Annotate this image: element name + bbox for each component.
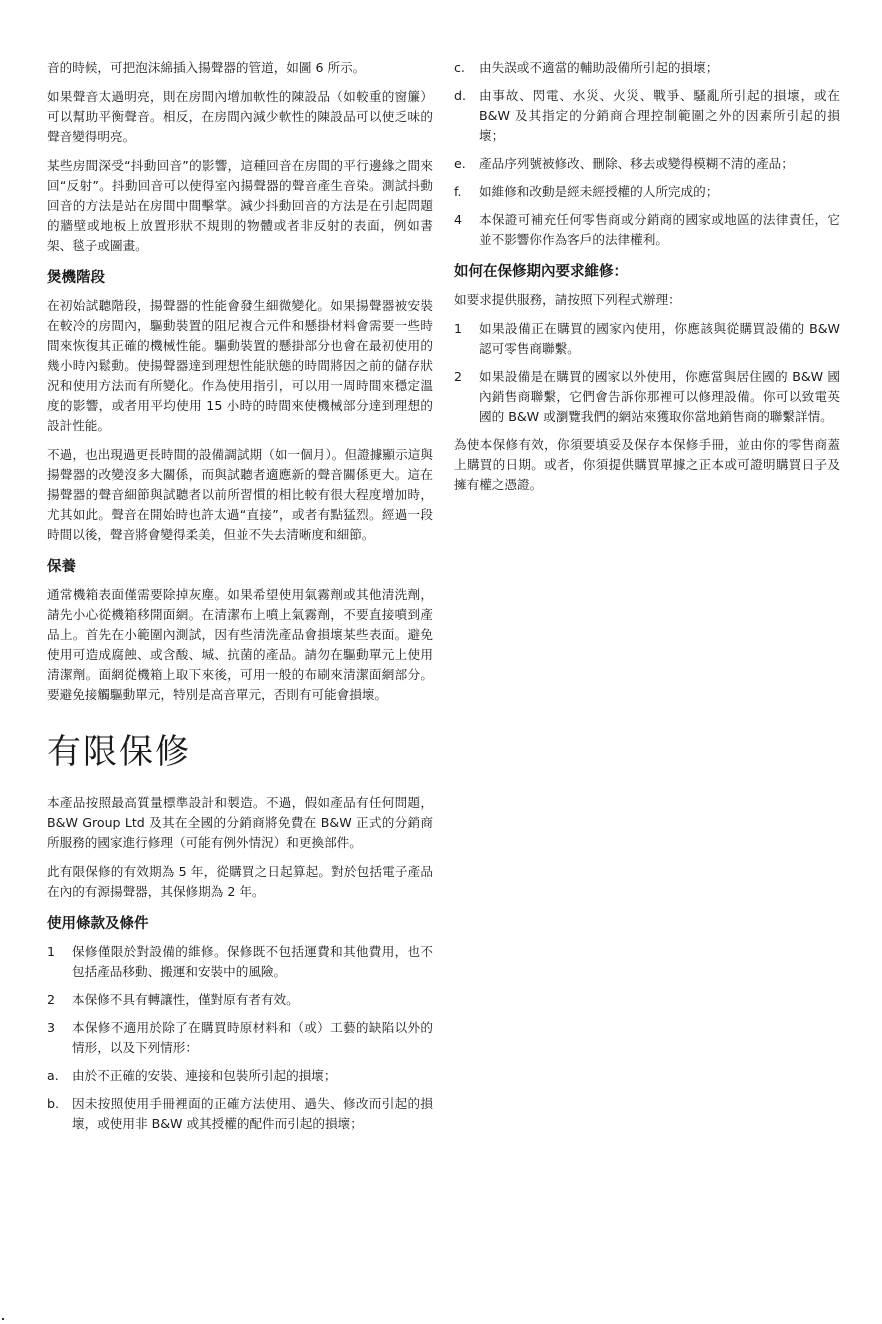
right-column — [454, 58, 840, 504]
paragraph-care: 通常機箱表面僅需要除掉灰塵。如果希望使用氣霧劑或其他清洗劑，請先小心從機箱移開面網。在清潔布上噴上氣霧劑，不要直接噴到產品上。首先在小範圍內測試，因有些清洗產品會損壞某些表面。避免使用可造成腐蝕、或含酸、堿、抗菌的產品。請勿在驅動單元上使用清潔劑。面網從機箱上取下來後，可用一般的布刷來清潔面網部分。要避免接觸驅動單元，特別是高音單元，否則有可能會損壞。 — [47, 587, 433, 702]
list-item — [47, 1094, 433, 1134]
left-column — [47, 58, 433, 1142]
list-item — [454, 210, 840, 250]
list-item — [454, 182, 840, 202]
list-item — [47, 990, 433, 1010]
paragraph-claim-intro: 如要求提供服務，請按照下列程式辦理： — [454, 292, 681, 307]
claim-steps-list — [454, 319, 840, 427]
list-item-number: c. — [454, 60, 465, 75]
section-title-limited-warranty: 有限保修 — [47, 732, 191, 772]
list-item-number: 1 — [454, 321, 463, 336]
list-item-text: 由事故、閃電、水災、火災、戰爭、騷亂所引起的損壞，或在 B&W 及其指定的分銷商合理控制範圍之外的因素所引起的損壞； — [479, 88, 840, 143]
list-item — [47, 1066, 433, 1086]
list-item-number: 1 — [47, 944, 56, 959]
heading-care: 保養 — [47, 559, 76, 575]
list-item — [454, 319, 840, 359]
list-item-text: 如果設備正在購買的國家內使用，你應該與從購買設備的 B&W 認可零售商聯繫。 — [479, 321, 840, 356]
list-item — [454, 367, 840, 427]
paragraph-flutter-echo: 某些房間深受“抖動回音”的影響，這種回音在房間的平行邊緣之間來回“反射”。抖動回音可以使得室內揚聲器的聲音產生音染。測試抖動回音的方法是站在房間中間擊掌。減少抖動回音的方法是在引起問題的牆壁或地板上放置形狀不規則的物體或者非反射的表面，例如書架、毯子或圖畫。 — [47, 158, 433, 253]
list-item-number: d. — [454, 88, 466, 103]
list-item-text: 因未按照使用手冊裡面的正確方法使用、過失、修改而引起的損壞，或使用非 B&W 或其授權的配件而引起的損壞； — [72, 1096, 433, 1131]
page-corner-mark — [2, 1318, 4, 1320]
list-item-number: e. — [454, 156, 466, 171]
paragraph-soft-furnishings: 如果聲音太過明亮，則在房間內增加軟性的陳設品（如較重的窗簾）可以幫助平衡聲音。相反，在房間內減少軟性的陳設品可以使乏味的聲音變得明亮。 — [47, 89, 433, 144]
paragraph-warranty-1: 本產品按照最高質量標準設計和製造。不過，假如產品有任何問題， B&W Group Ltd 及其在全國的分銷商將免費在 B&W 正式的分銷商所服務的國家進行修理（可能有例外情況）和更換部件。 — [47, 795, 433, 850]
list-item-text: 本保修不適用於除了在購買時原材料和（或）工藝的缺陷以外的情形，以及下列情形： — [72, 1020, 433, 1055]
terms-list — [47, 942, 433, 1134]
paragraph-intro: 音的時候，可把泡沫綿插入揚聲器的管道，如圖 6 所示。 — [47, 60, 366, 75]
list-item-text: 本保證可補充任何零售商或分銷商的國家或地區的法律責任，它並不影響你作為客戶的法律權利。 — [479, 212, 840, 247]
paragraph-break-in-1: 在初始試聽階段，揚聲器的性能會發生細微變化。如果揚聲器被安裝在較冷的房間內，驅動裝置的阻尼複合元件和懸掛材料會需要一些時間來恢復其正確的機械性能。驅動裝置的懸掛部分也會在最初使用的幾小時內鬆動。使揚聲器達到理想性能狀態的時間將因之前的儲存狀況和使用方法而有所變化。作為使用指引，可以用一周時間來穩定溫度的影響，或者用平均使用 15 小時的時間來使機械部分達到理想的設計性能。 — [47, 298, 433, 433]
list-item-text: 產品序列號被修改、刪除、移去或變得模糊不清的產品； — [479, 156, 794, 171]
list-item-number: 4 — [454, 212, 463, 227]
list-item-text: 如維修和改動是經未經授權的人所完成的； — [479, 184, 719, 199]
paragraph-validity: 為使本保修有效，你須要填妥及保存本保修手冊，並由你的零售商蓋上購買的日期。或者，你須提供購買單據之正本或可證明購買日子及擁有權之憑證。 — [454, 437, 840, 492]
paragraph-break-in-2: 不過，也出現過更長時間的設備調試期（如一個月）。但證據顯示這與揚聲器的改變沒多大關係，而與試聽者適應新的聲音關係更大。這在揚聲器的聲音細節與試聽者以前所習慣的相比較有很大程度增加時，尤其如此。聲音在開始時也許太過“直接”，或者有點猛烈。經過一段時間以後，聲音將會變得柔美，但並不失去清晰度和細節。 — [47, 447, 433, 542]
list-item-number: 3 — [47, 1020, 56, 1035]
heading-terms-conditions: 使用條款及條件 — [47, 916, 149, 932]
heading-break-in: 煲機階段 — [47, 270, 105, 286]
list-item-text: 由於不正確的安裝、連接和包裝所引起的損壞； — [72, 1068, 337, 1083]
list-item-text: 保修僅限於對設備的維修。保修既不包括運費和其他費用，也不包括產品移動、搬運和安裝中的風險。 — [72, 944, 433, 979]
list-item-text: 本保修不具有轉讓性，僅對原有者有效。 — [72, 992, 299, 1007]
list-item-number: 2 — [454, 369, 463, 384]
list-item — [454, 58, 840, 78]
list-item-text: 由失誤或不適當的輔助設備所引起的損壞； — [479, 60, 719, 75]
list-item-number: 2 — [47, 992, 56, 1007]
list-item-number: f. — [454, 184, 462, 199]
list-item-number: b. — [47, 1096, 59, 1111]
terms-list-continued — [454, 58, 840, 250]
heading-how-to-claim: 如何在保修期內要求維修： — [454, 264, 628, 280]
list-item — [47, 942, 433, 982]
list-item-number: a. — [47, 1068, 59, 1083]
list-item — [454, 86, 840, 146]
list-item — [454, 154, 840, 174]
list-item — [47, 1018, 433, 1058]
paragraph-warranty-2: 此有限保修的有效期為 5 年，從購買之日起算起。對於包括電子產品在內的有源揚聲器，其保修期為 2 年。 — [47, 864, 433, 899]
list-item-text: 如果設備是在購買的國家以外使用，你應當與居住國的 B&W 國內銷售商聯繫，它們會告訴你那裡可以修理設備。你可以致電英國的 B&W 或瀏覽我們的網站來獲取你當地銷售商的聯繫詳情。 — [479, 369, 840, 424]
